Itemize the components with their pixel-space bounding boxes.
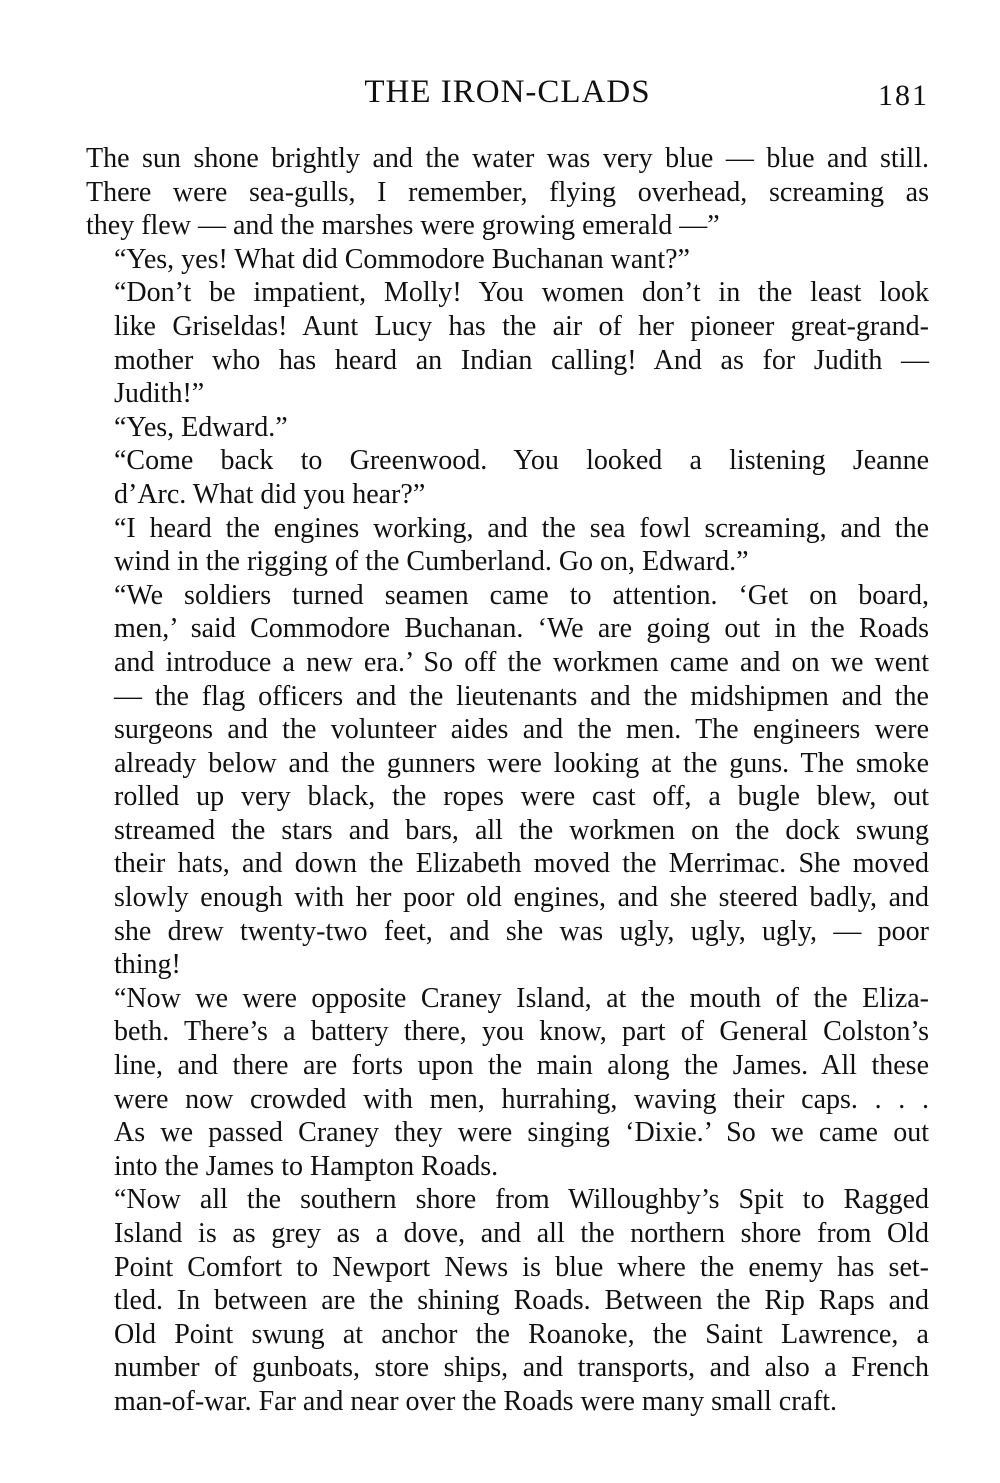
text-line: they flew — and the marshes were growing emerald —”	[86, 210, 720, 242]
page-number: 181	[878, 79, 929, 112]
chapter-title: THE IRON-CLADS	[364, 74, 651, 110]
text-line: As we passed Craney they were singing ‘Dixie.’ So we came out	[114, 1117, 929, 1149]
paragraph	[86, 1183, 929, 1418]
text-line: “Don’t be impatient, Molly! You women don’t in the least look	[114, 277, 929, 309]
text-line: surgeons and the volunteer aides and the men. The engineers were	[114, 714, 929, 746]
text-line: already below and the gunners were looking at the guns. The smoke	[114, 747, 929, 779]
text-line: wind in the rigging of the Cumberland. Go on, Edward.”	[114, 546, 749, 578]
text-line: tled. In between are the shining Roads. Between the Rip Raps and	[114, 1285, 929, 1317]
paragraph	[86, 579, 929, 982]
text-line: “Yes, yes! What did Commodore Buchanan want?”	[114, 243, 690, 275]
text-line: slowly enough with her poor old engines, and she steered badly, and	[114, 882, 929, 914]
text-line: like Griseldas! Aunt Lucy has the air of her pioneer great-grand-	[114, 310, 929, 342]
text-line: beth. There’s a battery there, you know, part of General Colston’s	[114, 1016, 929, 1048]
text-line: “Yes, Edward.”	[114, 411, 288, 443]
text-line: men,’ said Commodore Buchanan. ‘We are going out in the Roads	[114, 613, 929, 645]
paragraph	[86, 411, 929, 445]
text-line: “Come back to Greenwood. You looked a listening Jeanne	[114, 445, 929, 477]
text-line: Island is as grey as a dove, and all the northern shore from Old	[114, 1218, 929, 1249]
book-page	[86, 72, 929, 1419]
text-line: d’Arc. What did you hear?”	[114, 478, 426, 510]
text-line: There were sea-gulls, I remember, flying overhead, screaming as	[86, 176, 929, 208]
running-head	[86, 72, 929, 120]
text-line: she drew twenty-two feet, and she was ugly, ugly, ugly, — poor	[114, 915, 929, 947]
paragraph	[86, 276, 929, 410]
text-line: “Now we were opposite Craney Island, at the mouth of the Eliza-	[114, 982, 929, 1014]
text-line: “Now all the southern shore from Willoughby’s Spit to Ragged	[114, 1184, 929, 1216]
text-line: into the James to Hampton Roads.	[114, 1150, 499, 1182]
paragraph	[86, 142, 929, 243]
text-line: “I heard the engines working, and the sea fowl screaming, and the	[114, 512, 929, 544]
text-line: The sun shone brightly and the water was very blue — blue and still.	[86, 143, 929, 174]
text-line: their hats, and down the Elizabeth moved the Merrimac. She moved	[114, 848, 929, 880]
text-line: and introduce a new era.’ So off the workmen came and on we went	[114, 646, 929, 678]
text-line: streamed the stars and bars, all the workmen on the dock swung	[114, 814, 929, 846]
text-line: thing!	[114, 949, 181, 981]
paragraph	[86, 982, 929, 1184]
text-line: mother who has heard an Indian calling! And as for Judith —	[114, 344, 929, 376]
text-line: — the flag officers and the lieutenants and the midshipmen and the	[114, 680, 929, 712]
text-line: were now crowded with men, hurrahing, waving their caps. . . .	[114, 1083, 929, 1115]
paragraph	[86, 444, 929, 511]
text-line: number of gunboats, store ships, and transports, and also a French	[114, 1352, 929, 1384]
paragraph	[86, 512, 929, 579]
paragraph	[86, 243, 929, 277]
text-line: Old Point swung at anchor the Roanoke, the Saint Lawrence, a	[114, 1318, 929, 1350]
text-line: Point Comfort to Newport News is blue where the enemy has set-	[114, 1251, 929, 1283]
text-line: line, and there are forts upon the main along the James. All these	[114, 1050, 929, 1082]
text-line: man-of-war. Far and near over the Roads were many small craft.	[114, 1385, 838, 1417]
text-line: Judith!”	[114, 378, 205, 410]
text-line: rolled up very black, the ropes were cast off, a bugle blew, out	[114, 781, 929, 813]
body-text	[86, 142, 929, 1419]
text-line: “We soldiers turned seamen came to attention. ‘Get on board,	[114, 579, 929, 611]
